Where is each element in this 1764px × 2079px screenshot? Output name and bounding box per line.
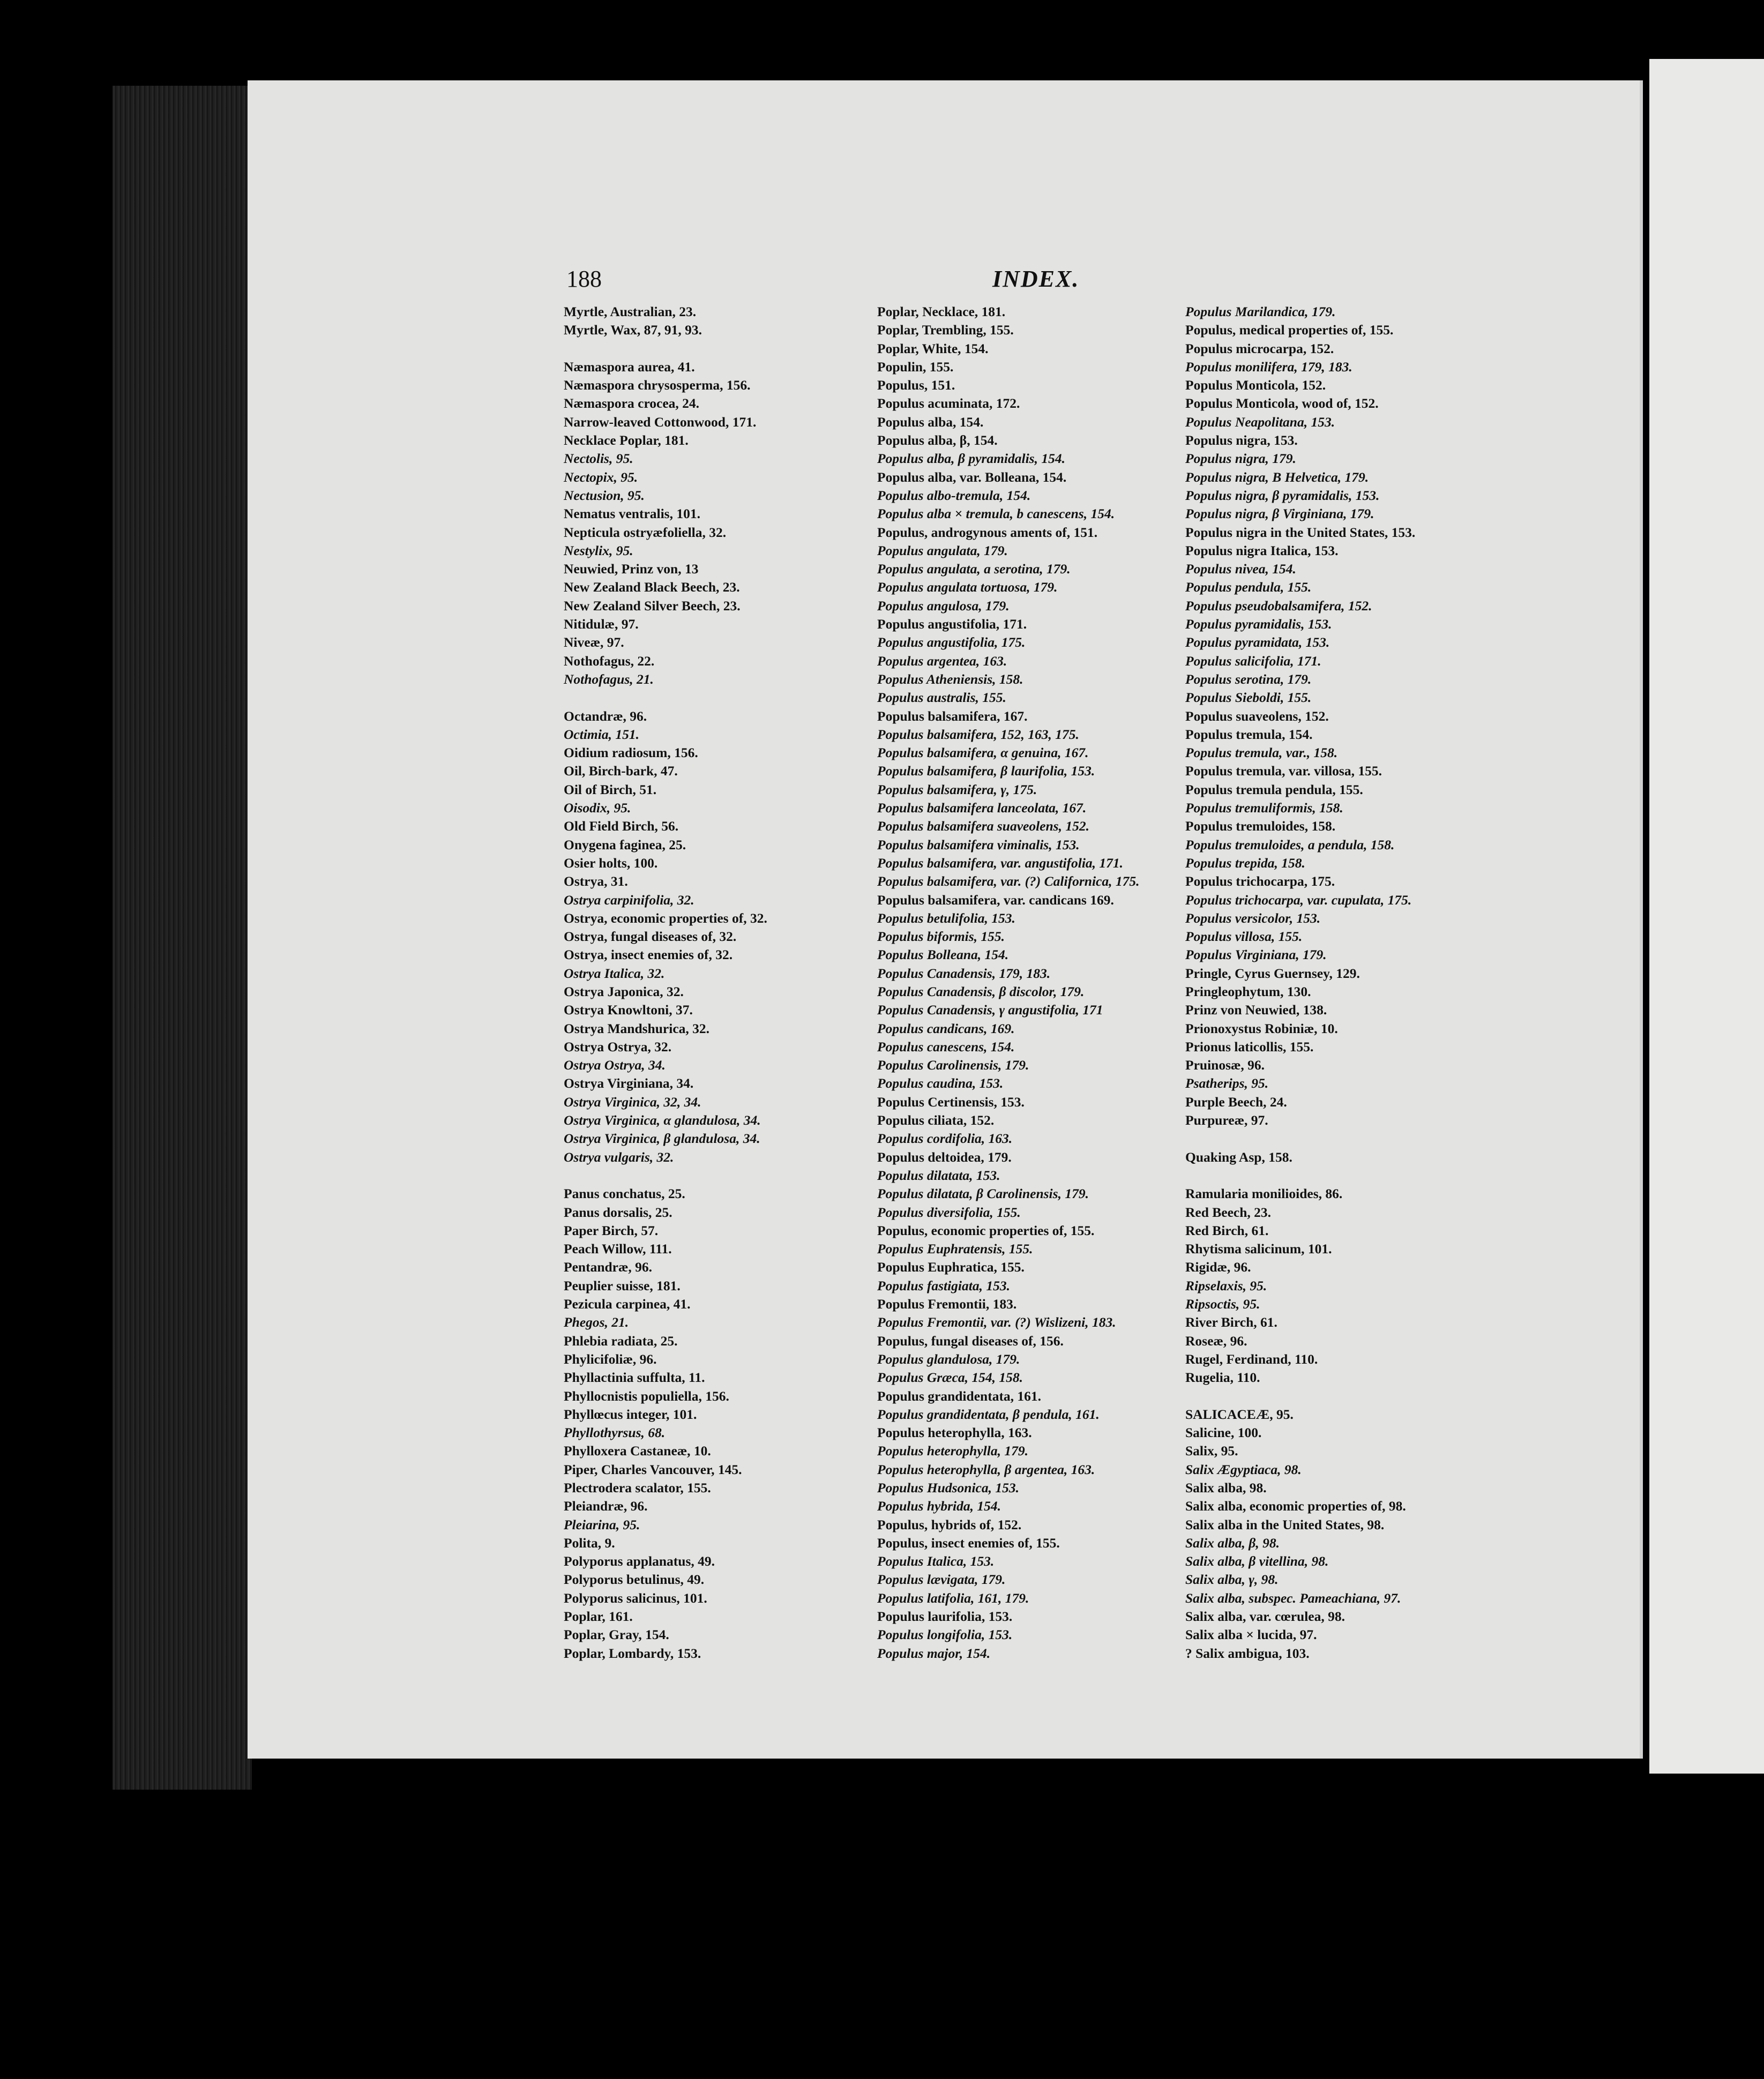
index-entry: Populus Euphratensis, 155.	[877, 1241, 1033, 1257]
index-entry: Ostrya Virginica, 32, 34.	[564, 1094, 701, 1110]
index-entry: Populus australis, 155.	[877, 690, 1006, 706]
index-entry: Næmaspora aurea, 41.	[564, 358, 695, 375]
index-entry: Populus versicolor, 153.	[1185, 910, 1321, 926]
index-entry: Rigidæ, 96.	[1185, 1259, 1251, 1275]
index-entry: Nectusion, 95.	[564, 487, 645, 503]
index-entry: Phyllœcus integer, 101.	[564, 1406, 697, 1422]
index-entry: Populus, fungal diseases of, 156.	[877, 1333, 1064, 1349]
index-entry: Populus balsamifera viminalis, 153.	[877, 836, 1080, 852]
index-entry: Populus balsamifera lanceolata, 167.	[877, 800, 1087, 816]
index-entry: Populus villosa, 155.	[1185, 929, 1303, 945]
index-entry: Populus fastigiata, 153.	[877, 1277, 1010, 1293]
index-entry: Populus laurifolia, 153.	[877, 1609, 1013, 1625]
index-entry: ? Salix ambigua, 103.	[1185, 1645, 1310, 1661]
section-gap	[1185, 1387, 1415, 1405]
index-entry: Populus tremuloides, 158.	[1185, 818, 1336, 834]
index-column-2	[877, 303, 1139, 1663]
index-entry: Populus Canadensis, 179, 183.	[877, 965, 1051, 981]
index-entry: Populus alba, β, 154.	[877, 432, 998, 448]
index-entry: Populus argentea, 163.	[877, 653, 1007, 669]
index-entry: Ostrya, 31.	[564, 873, 628, 889]
index-entry: Ostrya Virginica, α glandulosa, 34.	[564, 1112, 761, 1128]
index-entry: Populus balsamifera, γ, 175.	[877, 781, 1037, 797]
index-entry: Poplar, Trembling, 155.	[877, 322, 1014, 338]
index-entry: Ostrya, economic properties of, 32.	[564, 910, 767, 926]
index-entry: Piper, Charles Vancouver, 145.	[564, 1461, 742, 1477]
index-entry: Populus Carolinensis, 179.	[877, 1057, 1029, 1073]
index-entry: Næmaspora chrysosperma, 156.	[564, 377, 751, 393]
section-gap	[1185, 1166, 1415, 1185]
index-entry: Rugel, Ferdinand, 110.	[1185, 1351, 1318, 1367]
index-entry: Populus Italica, 153.	[877, 1553, 995, 1569]
index-entry: Populus trepida, 158.	[1185, 855, 1305, 871]
index-entry: Phyllactinia suffulta, 11.	[564, 1370, 705, 1386]
index-entry: Ostrya, insect enemies of, 32.	[564, 947, 733, 963]
index-entry: Niveæ, 97.	[564, 634, 624, 650]
index-entry: Salix alba, subspec. Pameachiana, 97.	[1185, 1590, 1401, 1606]
index-entry: Salix alba, β vitellina, 98.	[1185, 1553, 1329, 1569]
index-entry: Populus Hudsonica, 153.	[877, 1480, 1019, 1495]
index-entry: Populus nigra, B Helvetica, 179.	[1185, 469, 1369, 485]
index-entry: Purpureæ, 97.	[1185, 1112, 1268, 1128]
index-entry: Phegos, 21.	[564, 1314, 629, 1330]
index-entry: Populus Atheniensis, 158.	[877, 671, 1023, 687]
index-entry: Populus Fremontii, 183.	[877, 1296, 1017, 1312]
index-entry: Populus hybrida, 154.	[877, 1498, 1001, 1514]
index-entry: Populus Euphratica, 155.	[877, 1259, 1025, 1275]
index-entry: Populus heterophylla, 163.	[877, 1425, 1032, 1441]
index-entry: Populus salicifolia, 171.	[1185, 653, 1321, 669]
index-entry: Populus angustifolia, 171.	[877, 616, 1027, 632]
index-entry: Quaking Asp, 158.	[1185, 1149, 1292, 1165]
index-entry: Osier holts, 100.	[564, 855, 658, 871]
page-title: INDEX.	[992, 266, 1080, 292]
index-entry: Nothofagus, 22.	[564, 653, 655, 669]
index-entry: Populus pendula, 155.	[1185, 579, 1312, 595]
index-entry: Ostrya vulgaris, 32.	[564, 1149, 674, 1165]
index-entry: Populus balsamifera, var. angustifolia, 171.	[877, 855, 1124, 871]
index-entry: Ripselaxis, 95.	[1185, 1277, 1267, 1293]
index-entry: Salix alba, β, 98.	[1185, 1535, 1280, 1551]
index-entry: Populus candicans, 169.	[877, 1020, 1015, 1036]
index-entry: Phlebia radiata, 25.	[564, 1333, 678, 1349]
index-entry: Populus nigra, 179.	[1185, 451, 1296, 467]
index-entry: Roseæ, 96.	[1185, 1333, 1247, 1349]
index-entry: Paper Birch, 57.	[564, 1222, 659, 1238]
index-entry: Psatherips, 95.	[1185, 1075, 1269, 1091]
index-entry: Populus, economic properties of, 155.	[877, 1222, 1095, 1238]
index-entry: Populus deltoidea, 179.	[877, 1149, 1012, 1165]
index-entry: Oil of Birch, 51.	[564, 781, 657, 797]
index-entry: Panus conchatus, 25.	[564, 1186, 685, 1202]
index-entry: Populus Virginiana, 179.	[1185, 947, 1327, 963]
index-entry: Populus alba, 154.	[877, 414, 984, 430]
index-entry: Ostrya, fungal diseases of, 32.	[564, 929, 737, 945]
index-entry: SALICACEÆ, 95.	[1185, 1406, 1294, 1422]
index-entry: Populus biformis, 155.	[877, 929, 1005, 945]
index-entry: Populus major, 154.	[877, 1645, 991, 1661]
index-entry: Ostrya Knowltoni, 37.	[564, 1002, 693, 1018]
index-entry: Salix alba, γ, 98.	[1185, 1572, 1279, 1588]
index-entry: Pleiarina, 95.	[564, 1516, 640, 1532]
index-entry: Populus nivea, 154.	[1185, 561, 1296, 577]
index-entry: Populus monilifera, 179, 183.	[1185, 358, 1352, 375]
index-entry: Nectolis, 95.	[564, 451, 633, 467]
index-entry: Pentandræ, 96.	[564, 1259, 653, 1275]
index-entry: Populus angulata, a serotina, 179.	[877, 561, 1071, 577]
index-entry: Octandræ, 96.	[564, 708, 647, 724]
index-entry: Narrow-leaved Cottonwood, 171.	[564, 414, 757, 430]
index-entry: Populus latifolia, 161, 179.	[877, 1590, 1029, 1606]
index-entry: Populus cordifolia, 163.	[877, 1131, 1013, 1147]
index-entry: Ostrya Mandshurica, 32.	[564, 1020, 710, 1036]
index-column-3	[1185, 303, 1415, 1663]
index-entry: Myrtle, Wax, 87, 91, 93.	[564, 322, 702, 338]
index-entry: Populus alba, var. Bolleana, 154.	[877, 469, 1067, 485]
index-entry: Populus tremuliformis, 158.	[1185, 800, 1343, 816]
index-entry: Populus pseudobalsamifera, 152.	[1185, 597, 1372, 614]
index-entry: Populus tremula, 154.	[1185, 726, 1313, 742]
index-entry: Old Field Birch, 56.	[564, 818, 679, 834]
section-gap	[564, 1166, 767, 1185]
index-entry: Populus nigra, 153.	[1185, 432, 1298, 448]
index-entry: Populus Græca, 154, 158.	[877, 1370, 1023, 1386]
index-entry: Ostrya carpinifolia, 32.	[564, 892, 694, 908]
page-number: 188	[566, 266, 602, 292]
index-entry: Nitidulæ, 97.	[564, 616, 639, 632]
facing-page-edge	[1649, 59, 1764, 1774]
index-entry: Salix alba in the United States, 98.	[1185, 1516, 1385, 1532]
index-entry: Populus Canadensis, γ angustifolia, 171	[877, 1002, 1103, 1018]
index-entry: Polyporus betulinus, 49.	[564, 1572, 705, 1588]
index-entry: Onygena faginea, 25.	[564, 836, 686, 852]
section-gap	[564, 340, 767, 358]
index-entry: Salix Ægyptiaca, 98.	[1185, 1461, 1302, 1477]
index-entry: Populus Monticola, 152.	[1185, 377, 1326, 393]
index-entry: Populus dilatata, 153.	[877, 1167, 1000, 1183]
index-entry: Rugelia, 110.	[1185, 1370, 1260, 1386]
index-entry: Pruinosæ, 96.	[1185, 1057, 1265, 1073]
index-entry: Populus Certinensis, 153.	[877, 1094, 1025, 1110]
index-entry: Populus balsamifera, 167.	[877, 708, 1028, 724]
index-entry: Populus nigra, β pyramidalis, 153.	[1185, 487, 1380, 503]
index-entry: Populus heterophylla, β argentea, 163.	[877, 1461, 1095, 1477]
index-entry: New Zealand Black Beech, 23.	[564, 579, 740, 595]
index-entry: Populus caudina, 153.	[877, 1075, 1004, 1091]
index-entry: Neuwied, Prinz von, 13	[564, 561, 699, 577]
index-entry: Populus, 151.	[877, 377, 955, 393]
index-entry: Panus dorsalis, 25.	[564, 1204, 672, 1220]
index-entry: Populus tremula, var. villosa, 155.	[1185, 763, 1382, 779]
index-entry: Phyllocnistis populiella, 156.	[564, 1388, 729, 1404]
index-entry: Næmaspora crocea, 24.	[564, 395, 700, 412]
index-entry: Populus acuminata, 172.	[877, 395, 1020, 412]
index-entry: Populus nigra Italica, 153.	[1185, 542, 1339, 558]
index-entry: Nepticula ostryæfoliella, 32.	[564, 524, 727, 540]
index-entry: Populus suaveolens, 152.	[1185, 708, 1329, 724]
index-entry: New Zealand Silver Beech, 23.	[564, 597, 741, 614]
index-entry: Ostrya Ostrya, 32.	[564, 1038, 672, 1055]
index-entry: Populus angustifolia, 175.	[877, 634, 1026, 650]
index-entry: Ostrya Virginiana, 34.	[564, 1075, 694, 1091]
index-entry: Salix alba × lucida, 97.	[1185, 1627, 1317, 1643]
index-entry: Populus alba × tremula, b canescens, 154.	[877, 506, 1115, 522]
index-entry: Oisodix, 95.	[564, 800, 631, 816]
index-entry: Phylicifoliæ, 96.	[564, 1351, 657, 1367]
index-entry: Peach Willow, 111.	[564, 1241, 672, 1257]
index-entry: Populus trichocarpa, 175.	[1185, 873, 1335, 889]
index-entry: Purple Beech, 24.	[1185, 1094, 1287, 1110]
index-entry: Myrtle, Australian, 23.	[564, 304, 697, 319]
index-entry: Populus grandidentata, 161.	[877, 1388, 1042, 1404]
index-entry: Populus alba, β pyramidalis, 154.	[877, 451, 1065, 467]
index-entry: Populus, insect enemies of, 155.	[877, 1535, 1060, 1551]
index-entry: Populus pyramidalis, 153.	[1185, 616, 1332, 632]
index-entry: Ripsoctis, 95.	[1185, 1296, 1260, 1312]
index-entry: Populus balsamifera, 152, 163, 175.	[877, 726, 1079, 742]
index-entry: Ostrya Japonica, 32.	[564, 983, 684, 999]
index-entry: Rhytisma salicinum, 101.	[1185, 1241, 1332, 1257]
index-entry: Red Beech, 23.	[1185, 1204, 1272, 1220]
index-entry: Populus Monticola, wood of, 152.	[1185, 395, 1379, 412]
index-entry: Populus tremuloides, a pendula, 158.	[1185, 836, 1395, 852]
index-entry: Pleiandræ, 96.	[564, 1498, 648, 1514]
index-entry: Salicine, 100.	[1185, 1425, 1262, 1441]
index-entry: Pringle, Cyrus Guernsey, 129.	[1185, 965, 1360, 981]
index-entry: Populus serotina, 179.	[1185, 671, 1312, 687]
index-entry: Populus Marilandica, 179.	[1185, 304, 1336, 319]
page-header	[248, 265, 1640, 303]
index-entry: Populus Bolleana, 154.	[877, 947, 1009, 963]
index-entry: Peuplier suisse, 181.	[564, 1277, 681, 1293]
index-entry: Polyporus salicinus, 101.	[564, 1590, 707, 1606]
index-entry: Populus balsamifera suaveolens, 152.	[877, 818, 1089, 834]
index-entry: Oil, Birch-bark, 47.	[564, 763, 678, 779]
index-entry: Ramularia monilioides, 86.	[1185, 1186, 1343, 1202]
index-entry: Populus longifolia, 153.	[877, 1627, 1013, 1643]
index-entry: Populus dilatata, β Carolinensis, 179.	[877, 1186, 1089, 1202]
index-entry: Populus balsamifera, β laurifolia, 153.	[877, 763, 1095, 779]
index-entry: Populus Canadensis, β discolor, 179.	[877, 983, 1085, 999]
index-entry: Octimia, 151.	[564, 726, 639, 742]
index-entry: Populus, hybrids of, 152.	[877, 1516, 1022, 1532]
index-entry: Populus betulifolia, 153.	[877, 910, 1015, 926]
index-entry: Populus grandidentata, β pendula, 161.	[877, 1406, 1100, 1422]
index-entry: Populus ciliata, 152.	[877, 1112, 995, 1128]
index-entry: Nestylix, 95.	[564, 542, 633, 558]
index-entry: Populus balsamifera, var. candicans 169.	[877, 892, 1114, 908]
index-column-1	[564, 303, 767, 1663]
index-entry: River Birch, 61.	[1185, 1314, 1277, 1330]
index-entry: Populus, medical properties of, 155.	[1185, 322, 1394, 338]
index-entry: Populus balsamifera, α genuina, 167.	[877, 745, 1089, 761]
index-entry: Polyporus applanatus, 49.	[564, 1553, 715, 1569]
index-entry: Populus nigra in the United States, 153.	[1185, 524, 1416, 540]
index-entry: Ostrya Virginica, β glandulosa, 34.	[564, 1131, 760, 1147]
index-entry: Polita, 9.	[564, 1535, 615, 1551]
index-entry: Oidium radiosum, 156.	[564, 745, 698, 761]
index-entry: Phyllothyrsus, 68.	[564, 1425, 666, 1441]
book-spine-edge	[113, 86, 252, 1790]
index-entry: Populus angulosa, 179.	[877, 597, 1010, 614]
index-entry: Populus angulata, 179.	[877, 542, 1008, 558]
index-entry: Populus lævigata, 179.	[877, 1572, 1006, 1588]
index-entry: Ostrya Italica, 32.	[564, 965, 665, 981]
index-entry: Prionoxystus Robiniæ, 10.	[1185, 1020, 1338, 1036]
index-entry: Prionus laticollis, 155.	[1185, 1038, 1314, 1055]
index-entry: Populin, 155.	[877, 358, 954, 375]
index-entry: Populus microcarpa, 152.	[1185, 340, 1334, 356]
index-entry: Plectrodera scalator, 155.	[564, 1480, 711, 1495]
index-entry: Salix alba, economic properties of, 98.	[1185, 1498, 1406, 1514]
index-entry: Populus heterophylla, 179.	[877, 1443, 1028, 1459]
index-entry: Populus pyramidata, 153.	[1185, 634, 1330, 650]
index-entry: Populus albo-tremula, 154.	[877, 487, 1031, 503]
index-entry: Peziculа carpinea, 41.	[564, 1296, 691, 1312]
index-entry: Poplar, White, 154.	[877, 340, 989, 356]
index-page	[248, 80, 1643, 1759]
index-entry: Salix alba, 98.	[1185, 1480, 1267, 1495]
index-entry: Populus Sieboldi, 155.	[1185, 690, 1312, 706]
index-entry: Nothofagus, 21.	[564, 671, 654, 687]
index-entry: Red Birch, 61.	[1185, 1222, 1269, 1238]
index-entry: Populus Fremontii, var. (?) Wislizeni, 183.	[877, 1314, 1116, 1330]
index-entry: Prinz von Neuwied, 138.	[1185, 1002, 1327, 1018]
index-entry: Salix alba, var. cœrulea, 98.	[1185, 1609, 1345, 1625]
index-entry: Populus tremula pendula, 155.	[1185, 781, 1363, 797]
section-gap	[1185, 1130, 1415, 1148]
section-gap	[564, 689, 767, 707]
index-entry: Populus nigra, β Virginiana, 179.	[1185, 506, 1374, 522]
index-entry: Populus trichocarpa, var. cupulata, 175.	[1185, 892, 1412, 908]
index-entry: Necklace Poplar, 181.	[564, 432, 689, 448]
index-entry: Populus Neapolitana, 153.	[1185, 414, 1335, 430]
index-entry: Populus tremula, var., 158.	[1185, 745, 1338, 761]
index-entry: Salix, 95.	[1185, 1443, 1238, 1459]
index-entry: Ostrya Ostrya, 34.	[564, 1057, 666, 1073]
index-entry: Populus, androgynous aments of, 151.	[877, 524, 1098, 540]
index-entry: Populus balsamifera, var. (?) Californica, 175.	[877, 873, 1140, 889]
index-entry: Phylloxera Castaneæ, 10.	[564, 1443, 711, 1459]
index-entry: Nectopix, 95.	[564, 469, 638, 485]
index-entry: Poplar, Lombardy, 153.	[564, 1645, 701, 1661]
index-entry: Populus glandulosa, 179.	[877, 1351, 1020, 1367]
index-entry: Populus canescens, 154.	[877, 1038, 1015, 1055]
index-entry: Pringleophytum, 130.	[1185, 983, 1311, 999]
index-entry: Populus diversifolia, 155.	[877, 1204, 1021, 1220]
index-entry: Poplar, 161.	[564, 1609, 633, 1625]
index-entry: Populus angulata tortuosa, 179.	[877, 579, 1058, 595]
index-entry: Poplar, Gray, 154.	[564, 1627, 669, 1643]
index-entry: Nematus ventralis, 101.	[564, 506, 700, 522]
index-entry: Poplar, Necklace, 181.	[877, 304, 1006, 319]
